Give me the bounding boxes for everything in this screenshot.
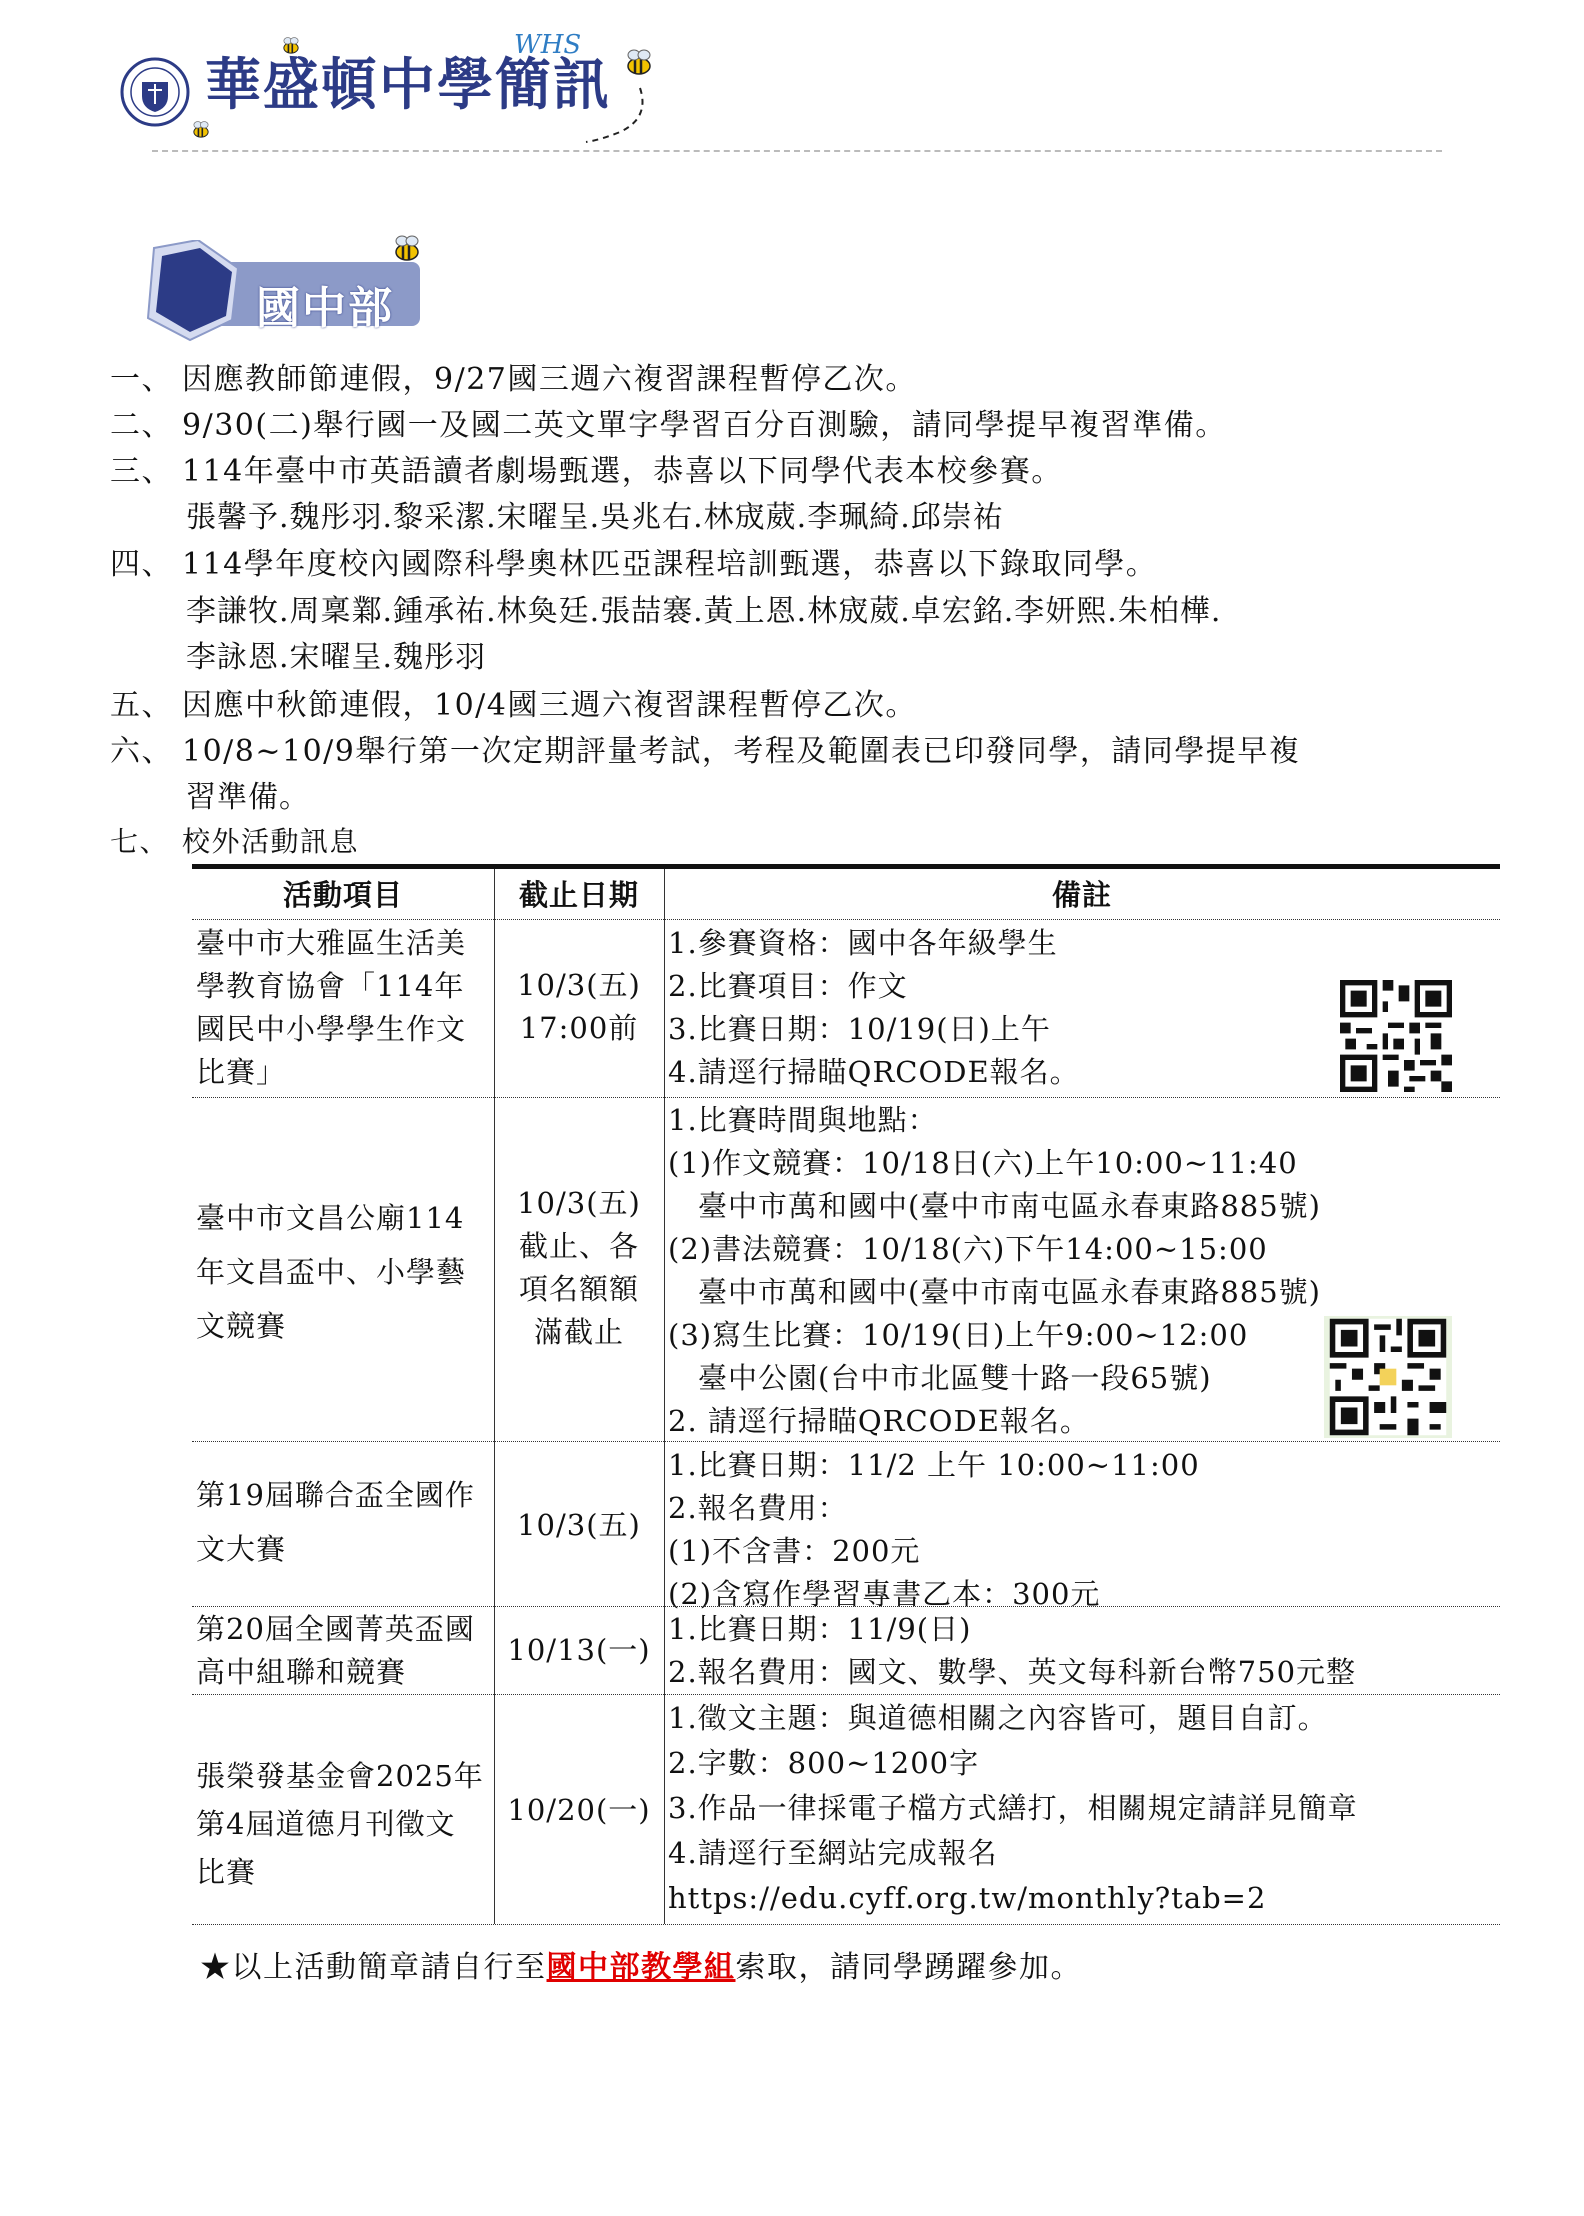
qr-code: [1340, 980, 1452, 1092]
table-row-notes: 1.比賽日期：11/2 上午 10:00~11:00 2.報名費用： (1)不含書：200元 (2)含寫作學習專書乙本：300元: [668, 1448, 1200, 1611]
table-row-activity: 臺中市大雅區生活美 學教育協會「114年 國民中小學學生作文 比賽」: [196, 926, 467, 1089]
section-label: 國中部: [256, 283, 394, 334]
highlighted-office: 國中部教學組: [546, 1950, 736, 1985]
list-item: 七、 校外活動訊息: [110, 825, 360, 858]
list-item-continuation: 習準備。: [186, 780, 310, 815]
activities-table: [192, 864, 1500, 1924]
table-row-activity: 臺中市文昌公廟114 年文昌盃中、小學藝 文競賽: [196, 1201, 467, 1343]
list-item: 四、 114學年度校內國際科學奧林匹亞課程培訓甄選，恭喜以下錄取同學。: [110, 547, 1158, 582]
header-deadline: 截止日期: [518, 878, 639, 912]
school-seal-logo: [120, 56, 190, 128]
registration-url: https://edu.cyff.org.tw/monthly?tab=2: [668, 1881, 1267, 1915]
row-divider: [192, 1097, 1500, 1098]
whs-tag: WHS: [514, 30, 582, 60]
bee-icon: [390, 234, 424, 264]
footnote: ★以上活動簡章請自行至國中部教學組索取，請同學踴躍參加。: [200, 1950, 1082, 1985]
student-names: 李謙牧.周稟鄴.鍾承祐.林奐廷.張喆褰.黃上恩.林宬葳.卓宏銘.李妍熙.朱柏樺.: [186, 594, 1222, 629]
qr-code: [1324, 1316, 1452, 1438]
header-divider: [152, 150, 1442, 152]
table-row-notes: 1.比賽時間與地點： (1)作文競賽：10/18日(六)上午10:00~11:40 臺中市萬和國中(臺中市南屯區永春東路885號) (2)書法競賽：10/18(六)下午14:00~15:00 臺中市萬和國中(臺中市南屯區永春東路885號) (3)寫生比賽：10/19(日)上午9:00~12:00 臺中公園(台中市北區雙十路一段65號) 2. 請逕行掃瞄QRCODE報名。: [668, 1103, 1321, 1438]
table-row-deadline: 10/3(五) 17:00前: [517, 968, 641, 1045]
bee-icon: [622, 48, 656, 78]
list-item: 二、 9/30(二)舉行國一及國二英文單字學習百分百測驗，請同學提早複習準備。: [110, 408, 1227, 443]
table-row-notes: 1.參賽資格：國中各年級學生 2.比賽項目：作文 3.比賽日期：10/19(日)上午 4.請逕行掃瞄QRCODE報名。: [668, 926, 1080, 1089]
row-divider: [192, 919, 1500, 920]
bee-icon: [280, 36, 302, 56]
table-row-notes: 1.徵文主題：與道德相關之內容皆可，題目自訂。 2.字數：800~1200字 3.作品一律採電子檔方式繕打，相關規定請詳見簡章 4.請逕行至網站完成報名 https://edu.cyff.org.tw/monthly?tab=2: [668, 1696, 1498, 1921]
table-row-deadline: 10/3(五): [517, 1508, 641, 1542]
header-notes: 備註: [1051, 878, 1112, 912]
table-row-notes: 1.比賽日期：11/9(日) 2.報名費用：國文、數學、英文每科新台幣750元整: [668, 1612, 1357, 1689]
table-row-deadline: 10/20(一): [507, 1793, 651, 1827]
student-names: 張馨予.魏彤羽.黎采潔.宋曜呈.吳兆右.林宬葳.李珮綺.邱崇祐: [186, 500, 1004, 535]
row-divider: [192, 1924, 1500, 1925]
header-activity: 活動項目: [282, 878, 403, 912]
list-item: 一、 因應教師節連假，9/27國三週六複習課程暫停乙次。: [110, 362, 917, 397]
column-divider: [664, 869, 665, 1924]
list-item: 三、 114年臺中市英語讀者劇場甄選，恭喜以下同學代表本校參賽。: [110, 454, 1063, 489]
table-row-activity: 張榮發基金會2025年 第4屆道德月刊徵文 比賽: [196, 1759, 484, 1889]
flight-path-decoration: [580, 84, 660, 148]
table-row-activity: 第20屆全國菁英盃國 高中組聯和競賽: [196, 1612, 475, 1689]
bee-icon: [190, 120, 212, 140]
table-row-deadline: 10/13(一): [507, 1633, 651, 1667]
newsletter-title: 華盛頓中學簡訊: [205, 53, 611, 118]
table-row-activity: 第19屆聯合盃全國作 文大賽: [196, 1478, 475, 1566]
list-item: 五、 因應中秋節連假，10/4國三週六複習課程暫停乙次。: [110, 688, 917, 723]
student-names: 李詠恩.宋曜呈.魏彤羽: [186, 640, 487, 675]
list-item: 六、 10/8~10/9舉行第一次定期評量考試，考程及範圍表已印發同學，請同學提早複: [110, 734, 1301, 769]
table-row-deadline: 10/3(五) 截止、各 項名額額 滿截止: [517, 1186, 641, 1349]
row-divider: [192, 1694, 1500, 1695]
